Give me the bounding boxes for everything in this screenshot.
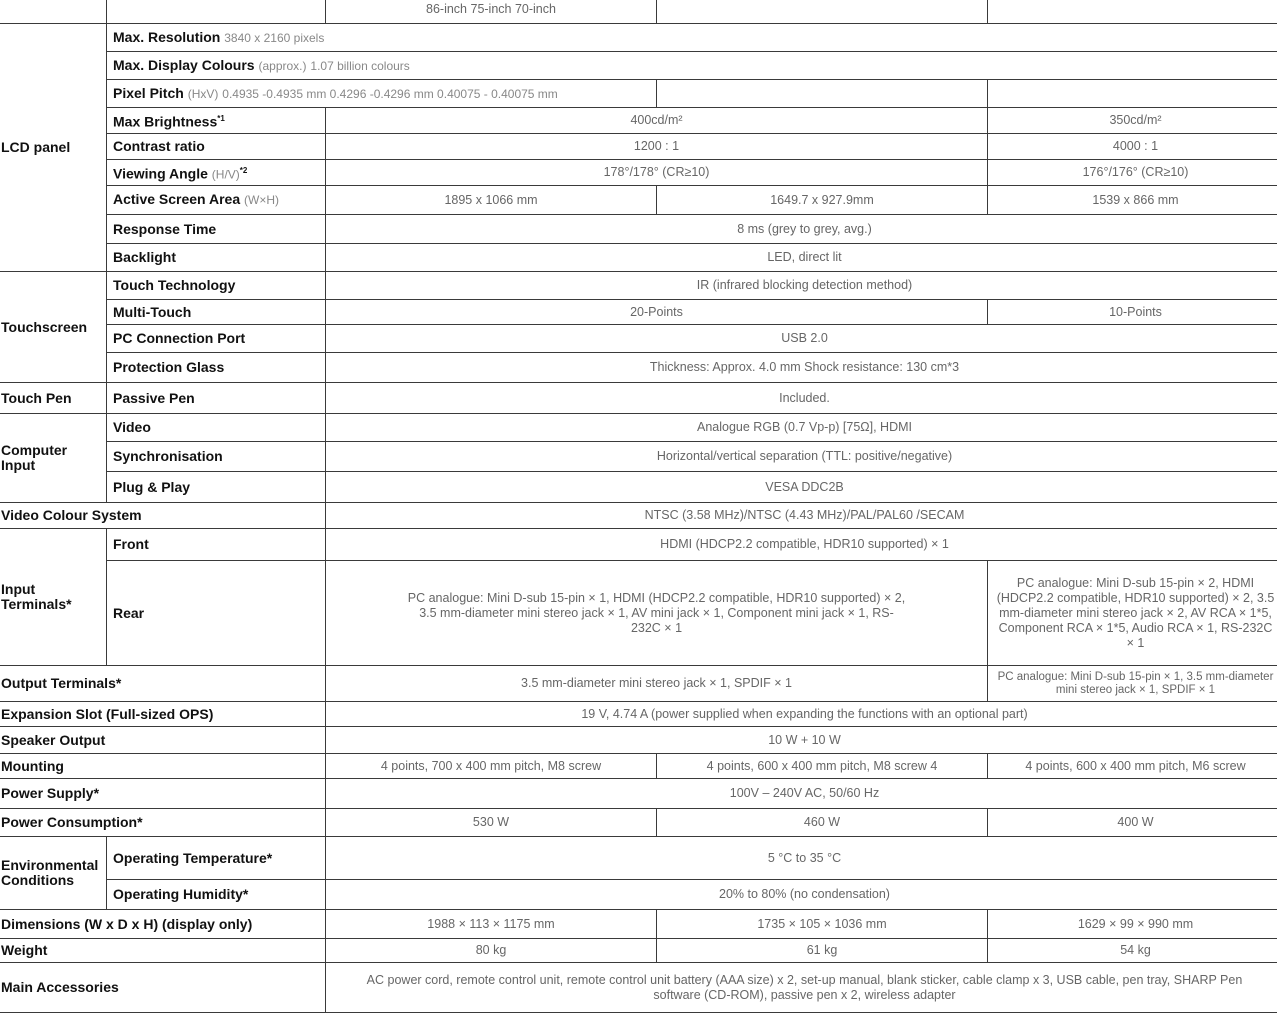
active-screen-area-label bbox=[107, 186, 326, 215]
table-row bbox=[0, 779, 1277, 809]
table-row bbox=[0, 963, 1277, 1013]
table-row bbox=[0, 108, 1277, 134]
row-label: Max Brightness bbox=[113, 114, 217, 130]
category-touchscreen: Touchscreen bbox=[0, 272, 107, 383]
blank-cell bbox=[988, 80, 1277, 108]
category-lcd-panel: LCD panel bbox=[0, 24, 107, 272]
table-row bbox=[0, 702, 1277, 727]
passive-pen-value: Included. bbox=[326, 383, 1277, 414]
mounting-label: Mounting bbox=[0, 754, 326, 779]
rear-value: PC analogue: Mini D-sub 15-pin × 1, HDMI (HDCP2.2 compatible, HDR10 supported) × 2, 3.5 mm-diameter mini stereo jack × 1, AV mini jack × 1, Component mini jack × 1, RS-232C × 1 bbox=[326, 561, 988, 666]
viewing-angle-value: 178°/178° (CR≥10) bbox=[326, 160, 988, 186]
video-colour-system-label: Video Colour System bbox=[0, 503, 326, 529]
pc-connection-port-value: USB 2.0 bbox=[326, 325, 1277, 353]
table-row bbox=[0, 809, 1277, 837]
table-row bbox=[0, 353, 1277, 383]
response-time-label: Response Time bbox=[107, 215, 326, 244]
row-label: Max. Display Colours bbox=[113, 57, 255, 73]
table-row bbox=[0, 837, 1277, 880]
row-note: (approx.) bbox=[258, 59, 306, 73]
blank-cell bbox=[657, 0, 988, 24]
main-accessories-label: Main Accessories bbox=[0, 963, 326, 1013]
pc-connection-port-label: PC Connection Port bbox=[107, 325, 326, 353]
row-label: Pixel Pitch bbox=[113, 85, 184, 101]
expansion-slot-label: Expansion Slot (Full-sized OPS) bbox=[0, 702, 326, 727]
table-row bbox=[0, 52, 1277, 80]
table-row bbox=[0, 561, 1277, 666]
backlight-value: LED, direct lit bbox=[326, 244, 1277, 272]
table-row bbox=[0, 880, 1277, 910]
multi-touch-value: 20-Points bbox=[326, 300, 988, 325]
row-value: 0.4935 -0.4935 mm 0.4296 -0.4296 mm 0.40075 - 0.40075 mm bbox=[222, 87, 558, 101]
backlight-label: Backlight bbox=[107, 244, 326, 272]
row-value: 1.07 billion colours bbox=[310, 59, 409, 73]
table-row bbox=[0, 186, 1277, 215]
row-value: 3840 x 2160 pixels bbox=[224, 31, 324, 45]
row-label: Active Screen Area bbox=[113, 191, 240, 207]
response-time-value: 8 ms (grey to grey, avg.) bbox=[326, 215, 1277, 244]
footnote-mark: *2 bbox=[240, 166, 248, 175]
weight-label: Weight bbox=[0, 939, 326, 963]
weight-value: 80 kg bbox=[326, 939, 657, 963]
category-environmental-conditions: Environmental Conditions bbox=[0, 837, 107, 910]
table-row bbox=[0, 472, 1277, 503]
contrast-ratio-label: Contrast ratio bbox=[107, 134, 326, 160]
table-row bbox=[0, 24, 1277, 52]
table-row bbox=[0, 160, 1277, 186]
plug-and-play-value: VESA DDC2B bbox=[326, 472, 1277, 503]
synchronisation-label: Synchronisation bbox=[107, 442, 326, 472]
contrast-ratio-value: 4000 : 1 bbox=[988, 134, 1277, 160]
power-consumption-value: 530 W bbox=[326, 809, 657, 837]
front-label: Front bbox=[107, 529, 326, 561]
video-value: Analogue RGB (0.7 Vp-p) [75Ω], HDMI bbox=[326, 414, 1277, 442]
table-row bbox=[0, 0, 1277, 24]
contrast-ratio-value: 1200 : 1 bbox=[326, 134, 988, 160]
max-brightness-label bbox=[107, 108, 326, 134]
category-computer-input: Computer Input bbox=[0, 414, 107, 503]
table-row bbox=[0, 383, 1277, 414]
video-colour-system-value: NTSC (3.58 MHz)/NTSC (4.43 MHz)/PAL/PAL60 /SECAM bbox=[326, 503, 1277, 529]
table-row bbox=[0, 754, 1277, 779]
mounting-value: 4 points, 700 x 400 mm pitch, M8 screw bbox=[326, 754, 657, 779]
model-sizes: 86-inch 75-inch 70-inch bbox=[326, 0, 657, 24]
expansion-slot-value: 19 V, 4.74 A (power supplied when expanding the functions with an optional part) bbox=[326, 702, 1277, 727]
multi-touch-value: 10-Points bbox=[988, 300, 1277, 325]
weight-value: 54 kg bbox=[988, 939, 1277, 963]
active-screen-area-value: 1539 x 866 mm bbox=[988, 186, 1277, 215]
table-row bbox=[0, 727, 1277, 754]
blank-cell bbox=[0, 0, 107, 24]
table-row bbox=[0, 910, 1277, 939]
power-consumption-value: 400 W bbox=[988, 809, 1277, 837]
dimensions-label: Dimensions (W x D x H) (display only) bbox=[0, 910, 326, 939]
row-label: Viewing Angle bbox=[113, 165, 208, 181]
output-terminals-value: PC analogue: Mini D-sub 15-pin × 1, 3.5 mm-diameter mini stereo jack × 1, SPDIF × 1 bbox=[988, 666, 1277, 702]
multi-touch-label: Multi-Touch bbox=[107, 300, 326, 325]
pixel-pitch-cell bbox=[107, 80, 657, 108]
protection-glass-value: Thickness: Approx. 4.0 mm Shock resistance: 130 cm*3 bbox=[326, 353, 1277, 383]
operating-humidity-label: Operating Humidity* bbox=[107, 880, 326, 910]
table-row bbox=[0, 442, 1277, 472]
table-row bbox=[0, 272, 1277, 300]
max-display-colours-cell bbox=[107, 52, 1277, 80]
max-resolution-cell bbox=[107, 24, 1277, 52]
speaker-output-value: 10 W + 10 W bbox=[326, 727, 1277, 754]
table-row bbox=[0, 325, 1277, 353]
viewing-angle-value: 176°/176° (CR≥10) bbox=[988, 160, 1277, 186]
touch-technology-value: IR (infrared blocking detection method) bbox=[326, 272, 1277, 300]
table-row bbox=[0, 300, 1277, 325]
row-label: Max. Resolution bbox=[113, 29, 220, 45]
blank-cell bbox=[657, 80, 988, 108]
table-row bbox=[0, 503, 1277, 529]
weight-value: 61 kg bbox=[657, 939, 988, 963]
blank-cell bbox=[107, 0, 326, 24]
plug-and-play-label: Plug & Play bbox=[107, 472, 326, 503]
front-value: HDMI (HDCP2.2 compatible, HDR10 supported) × 1 bbox=[326, 529, 1277, 561]
output-terminals-label: Output Terminals* bbox=[0, 666, 326, 702]
mounting-value: 4 points, 600 x 400 mm pitch, M6 screw bbox=[988, 754, 1277, 779]
main-accessories-value: AC power cord, remote control unit, remote control unit battery (AAA size) x 2, set-up manual, blank sticker, cable clamp x 3, USB cable, pen tray, SHARP Pen software (CD-ROM), passive pen x 2, wireless adapter bbox=[326, 963, 1277, 1013]
power-supply-value: 100V – 240V AC, 50/60 Hz bbox=[326, 779, 1277, 809]
protection-glass-label: Protection Glass bbox=[107, 353, 326, 383]
video-label: Video bbox=[107, 414, 326, 442]
rear-label: Rear bbox=[107, 561, 326, 666]
power-supply-label: Power Supply* bbox=[0, 779, 326, 809]
active-screen-area-value: 1649.7 x 927.9mm bbox=[657, 186, 988, 215]
rear-value: PC analogue: Mini D-sub 15-pin × 2, HDMI (HDCP2.2 compatible, HDR10 supported) × 2, 3.5 mm-diameter mini stereo jack × 2, AV RCA × 1*5, Component RCA × 1*5, Audio RCA × 1, RS-232C × 1 bbox=[988, 561, 1277, 666]
speaker-output-label: Speaker Output bbox=[0, 727, 326, 754]
blank-cell bbox=[988, 0, 1277, 24]
dimensions-value: 1629 × 99 × 990 mm bbox=[988, 910, 1277, 939]
table-row bbox=[0, 244, 1277, 272]
touch-technology-label: Touch Technology bbox=[107, 272, 326, 300]
row-note: (W×H) bbox=[244, 193, 279, 207]
operating-temperature-value: 5 °C to 35 °C bbox=[326, 837, 1277, 880]
table-row bbox=[0, 666, 1277, 702]
row-note: (HxV) bbox=[188, 87, 219, 101]
table-row bbox=[0, 939, 1277, 963]
operating-humidity-value: 20% to 80% (no condensation) bbox=[326, 880, 1277, 910]
dimensions-value: 1988 × 113 × 1175 mm bbox=[326, 910, 657, 939]
footnote-mark: *1 bbox=[217, 114, 225, 123]
category-touch-pen: Touch Pen bbox=[0, 383, 107, 414]
dimensions-value: 1735 × 105 × 1036 mm bbox=[657, 910, 988, 939]
table-row bbox=[0, 215, 1277, 244]
max-brightness-value: 400cd/m² bbox=[326, 108, 988, 134]
row-note: (H/V) bbox=[212, 167, 240, 181]
operating-temperature-label: Operating Temperature* bbox=[107, 837, 326, 880]
synchronisation-value: Horizontal/vertical separation (TTL: positive/negative) bbox=[326, 442, 1277, 472]
category-input-terminals: Input Terminals* bbox=[0, 529, 107, 666]
table-row bbox=[0, 134, 1277, 160]
table-row bbox=[0, 414, 1277, 442]
viewing-angle-label bbox=[107, 160, 326, 186]
power-consumption-label: Power Consumption* bbox=[0, 809, 326, 837]
power-consumption-value: 460 W bbox=[657, 809, 988, 837]
active-screen-area-value: 1895 x 1066 mm bbox=[326, 186, 657, 215]
max-brightness-value: 350cd/m² bbox=[988, 108, 1277, 134]
output-terminals-value: 3.5 mm-diameter mini stereo jack × 1, SPDIF × 1 bbox=[326, 666, 988, 702]
table-row bbox=[0, 80, 1277, 108]
table-row bbox=[0, 529, 1277, 561]
passive-pen-label: Passive Pen bbox=[107, 383, 326, 414]
mounting-value: 4 points, 600 x 400 mm pitch, M8 screw 4 bbox=[657, 754, 988, 779]
